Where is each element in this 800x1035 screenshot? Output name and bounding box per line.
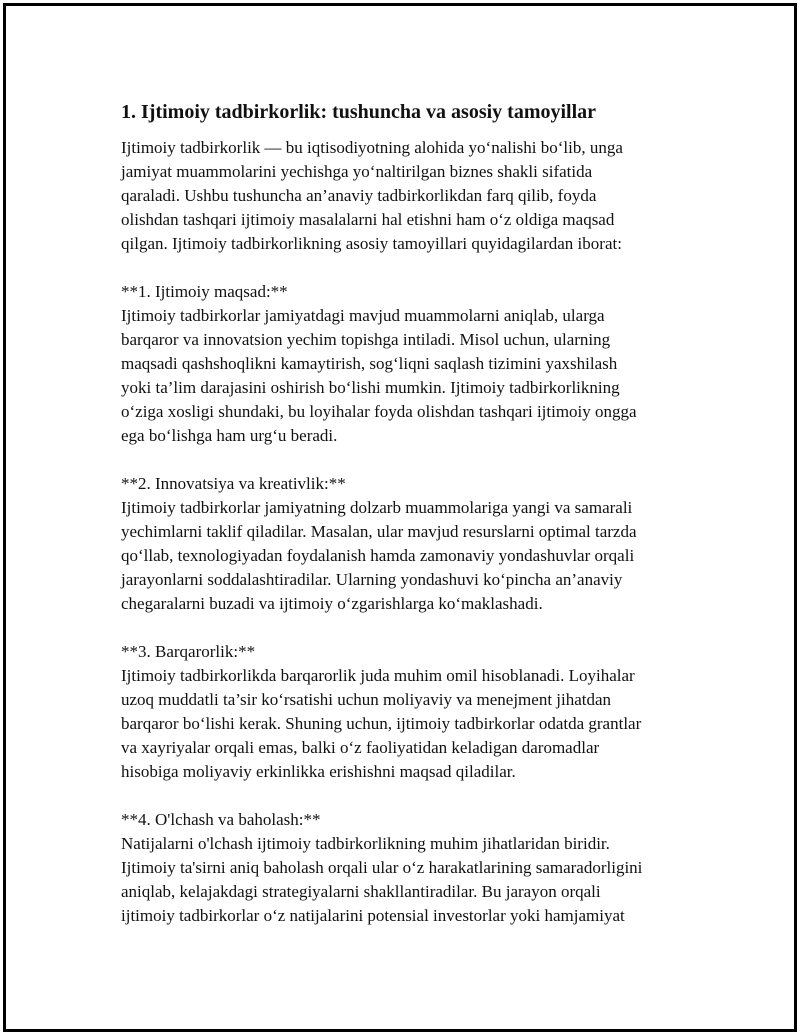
intro-paragraph (121, 136, 701, 256)
document-title: 1. Ijtimoiy tadbirkorlik: tushuncha va asosiy tamoyillar (121, 101, 597, 123)
paragraph-line: barqaror bo‘lishi kerak. Shuning uchun, ijtimoiy tadbirkorlar odatda grantlar (121, 714, 642, 733)
paragraph-line: Ijtimoiy tadbirkorlikda barqarorlik juda muhim omil hisoblanadi. Loyihalar (121, 666, 635, 685)
section-sustainability (121, 640, 701, 784)
paragraph-line: maqsadi qashshoqlikni kamaytirish, sog‘liqni saqlash tizimini yaxshilash (121, 354, 618, 373)
paragraph-line: Ijtimoiy tadbirkorlar jamiyatdagi mavjud muammolarni aniqlab, ularga (121, 306, 605, 325)
paragraph-line: barqaror va innovatsion yechim topishga intiladi. Misol uchun, ularning (121, 330, 611, 349)
paragraph-line: ijtimoiy tadbirkorlar o‘z natijalarini potensial investorlar yoki hamjamiyat (121, 906, 625, 925)
paragraph-line: yoki ta’lim darajasini oshirish bo‘lishi mumkin. Ijtimoiy tadbirkorlikning (121, 378, 620, 397)
paragraph-line: olishdan tashqari ijtimoiy masalalarni hal etishni ham o‘z oldiga maqsad (121, 210, 615, 229)
paragraph-line: qo‘llab, texnologiyadan foydalanish hamda zamonaviy yondashuvlar orqali (121, 546, 635, 565)
paragraph-line: jarayonlarni soddalashtiradilar. Ularning yondashuvi ko‘pincha an’anaviy (121, 570, 623, 589)
paragraph-line: qilgan. Ijtimoiy tadbirkorlikning asosiy tamoyillari quyidagilardan iborat: (121, 234, 622, 253)
section-measurement (121, 808, 701, 928)
paragraph-line: Ijtimoiy tadbirkorlik — bu iqtisodiyotning alohida yo‘nalishi bo‘lib, unga (121, 138, 623, 157)
paragraph-line: Ijtimoiy tadbirkorlar jamiyatning dolzarb muammolariga yangi va samarali (121, 498, 633, 517)
paragraph-line: ega bo‘lishga ham urg‘u beradi. (121, 426, 338, 445)
paragraph-line: aniqlab, kelajakdagi strategiyalarni shakllantiradilar. Bu jarayon orqali (121, 882, 601, 901)
section-heading: **4. O'lchash va baholash:** (121, 810, 321, 829)
paragraph-line: hisobiga moliyaviy erkinlikka erishishni maqsad qiladilar. (121, 762, 516, 781)
section-heading: **2. Innovatsiya va kreativlik:** (121, 474, 346, 493)
document-body (121, 98, 701, 928)
paragraph-line: qaraladi. Ushbu tushuncha an’anaviy tadbirkorlikdan farq qilib, foyda (121, 186, 597, 205)
paragraph-line: Natijalarni o'lchash ijtimoiy tadbirkorlikning muhim jihatlaridan biridir. (121, 834, 610, 853)
page-frame (3, 3, 797, 1032)
paragraph-line: uzoq muddatli ta’sir ko‘rsatishi uchun moliyaviy va menejment jihatdan (121, 690, 612, 709)
section-heading: **1. Ijtimoiy maqsad:** (121, 282, 288, 301)
paragraph-line: jamiyat muammolarini yechishga yo‘naltirilgan biznes shakli sifatida (121, 162, 593, 181)
paragraph-line: va xayriyalar orqali emas, balki o‘z faoliyatidan keladigan daromadlar (121, 738, 600, 757)
section-heading: **3. Barqarorlik:** (121, 642, 256, 661)
section-innovation (121, 472, 701, 616)
paragraph-line: chegaralarni buzadi va ijtimoiy o‘zgarishlarga ko‘maklashadi. (121, 594, 543, 613)
paragraph-line: Ijtimoiy ta'sirni aniq baholash orqali ular o‘z harakatlarining samaradorligini (121, 858, 643, 877)
section-social-goal (121, 280, 701, 448)
paragraph-line: o‘ziga xosligi shundaki, bu loyihalar foyda olishdan tashqari ijtimoiy ongga (121, 402, 637, 421)
paragraph-line: yechimlarni taklif qiladilar. Masalan, ular mavjud resurslarni optimal tarzda (121, 522, 637, 541)
